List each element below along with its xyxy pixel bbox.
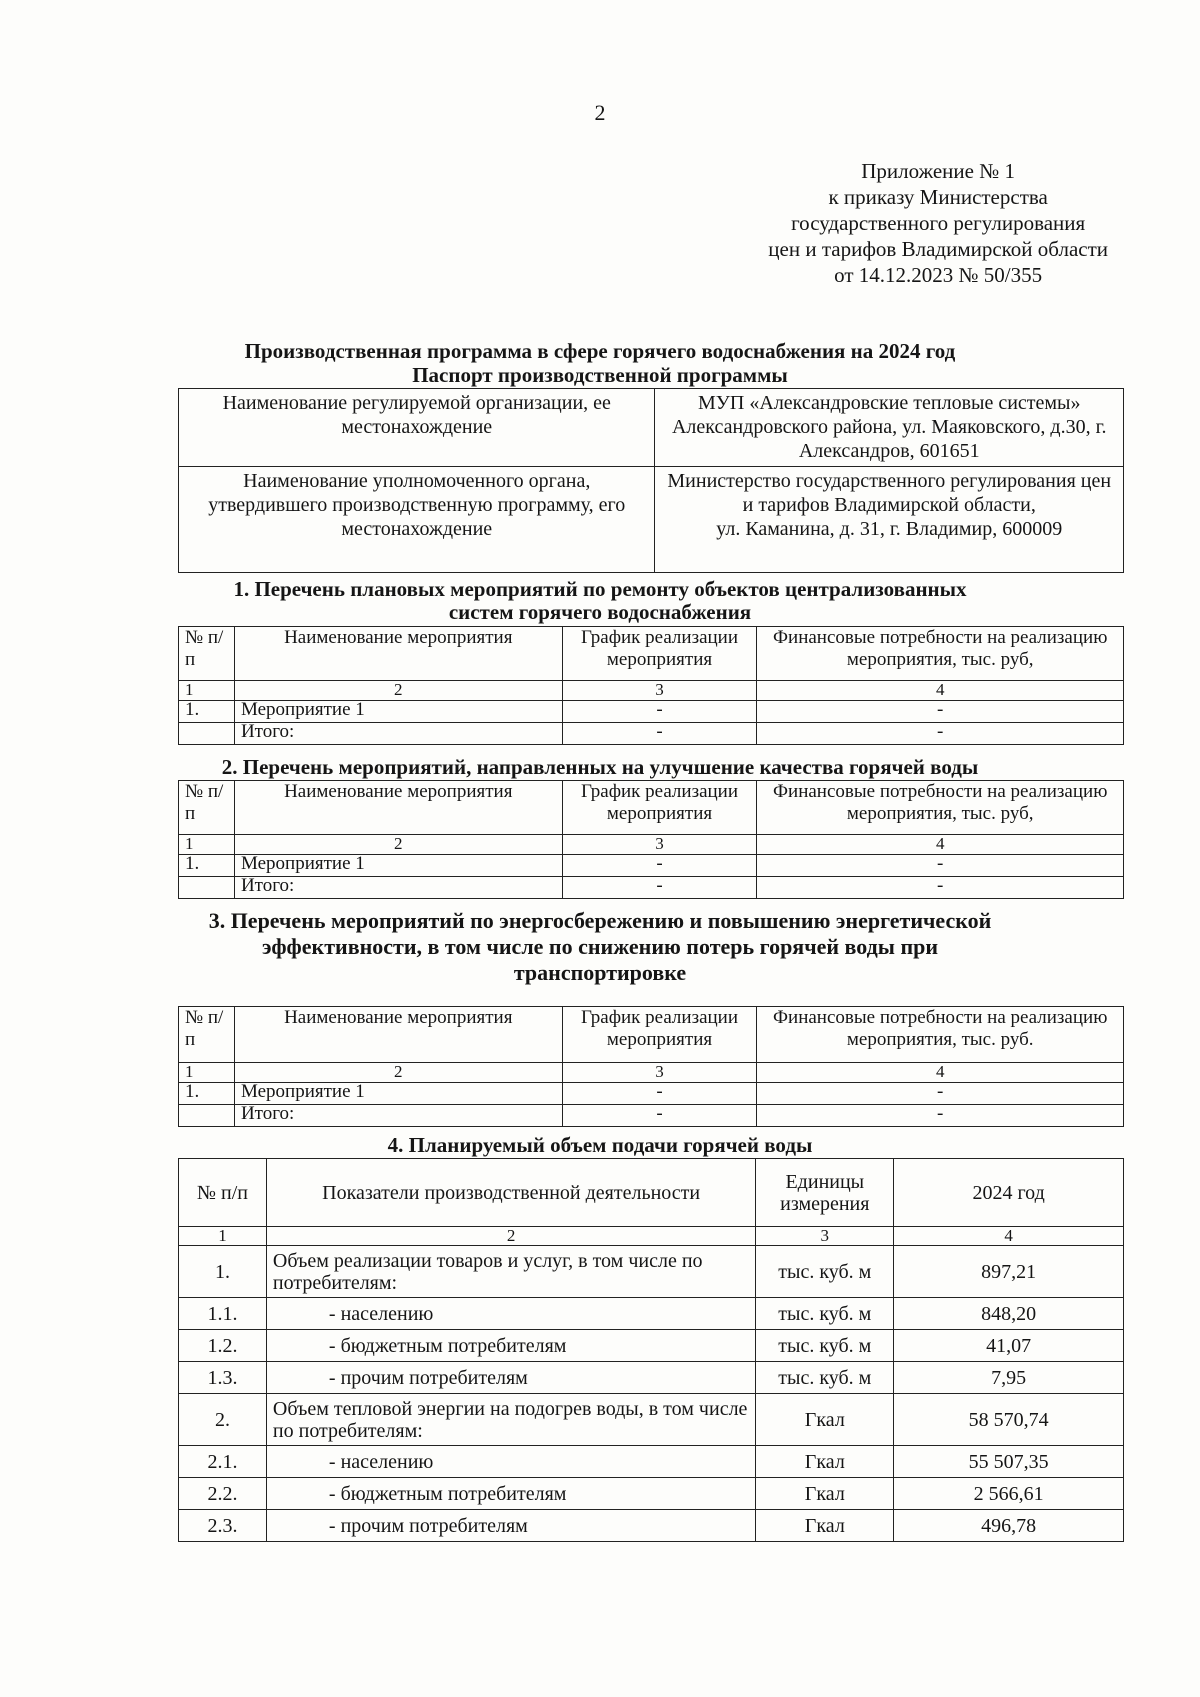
header-num: № п/п xyxy=(179,627,235,681)
row-num: 1.1. xyxy=(179,1298,267,1330)
passport-label: Наименование уполномоченного органа, утвердившего производственную программу, его местонахождение xyxy=(179,467,655,573)
table-row xyxy=(179,701,1124,723)
row-value: 848,20 xyxy=(894,1298,1124,1330)
header-finance: Финансовые потребности на реализацию мероприятия, тыс. руб, xyxy=(757,627,1124,681)
section4-title: 4. Планируемый объем подачи горячей воды xyxy=(387,1133,813,1157)
row-num xyxy=(179,1105,235,1127)
table-total-row xyxy=(179,723,1124,745)
row-value: 496,78 xyxy=(894,1510,1124,1542)
index-cell: 4 xyxy=(757,1063,1124,1083)
row-num: 1. xyxy=(179,701,235,723)
row-unit: Гкал xyxy=(756,1446,894,1478)
row-name: Мероприятие 1 xyxy=(234,701,562,723)
row-num: 2.2. xyxy=(179,1478,267,1510)
section1-title: 1. Перечень плановых мероприятий по ремонту объектов централизованных xyxy=(233,577,967,601)
row-indicator: - населению xyxy=(266,1446,755,1478)
header-finance: Финансовые потребности на реализацию мероприятия, тыс. руб, xyxy=(757,781,1124,835)
row-total: Итого: xyxy=(234,877,562,899)
appendix-line: к приказу Министерства xyxy=(828,185,1048,209)
row-finance: - xyxy=(757,1105,1124,1127)
table-row xyxy=(179,1330,1124,1362)
row-unit: тыс. куб. м xyxy=(756,1246,894,1298)
header-schedule: График реализации мероприятия xyxy=(562,1007,757,1063)
appendix-line: государственного регулирования xyxy=(791,211,1086,235)
section3-title: транспортировке xyxy=(513,960,687,985)
row-indicator: Объем реализации товаров и услуг, в том числе по потребителям: xyxy=(266,1246,755,1298)
row-finance: - xyxy=(757,1083,1124,1105)
index-cell: 1 xyxy=(179,1063,235,1083)
passport-row xyxy=(179,467,1124,573)
row-finance: - xyxy=(757,701,1124,723)
row-value: 2 566,61 xyxy=(894,1478,1124,1510)
row-unit: тыс. куб. м xyxy=(756,1330,894,1362)
passport-table xyxy=(178,388,1124,573)
passport-value-line: ул. Каманина, д. 31, г. Владимир, 600009 xyxy=(716,518,1063,540)
row-indicator: - бюджетным потребителям xyxy=(266,1330,755,1362)
row-schedule: - xyxy=(562,1105,757,1127)
row-unit: Гкал xyxy=(756,1394,894,1446)
index-cell: 4 xyxy=(757,681,1124,701)
table-row xyxy=(179,1246,1124,1298)
table-total-row xyxy=(179,1105,1124,1127)
row-total: Итого: xyxy=(234,723,562,745)
table-row xyxy=(179,1083,1124,1105)
table-row xyxy=(179,1446,1124,1478)
passport-title: Паспорт производственной программы xyxy=(412,363,788,387)
row-name: Мероприятие 1 xyxy=(234,1083,562,1105)
row-num: 2.3. xyxy=(179,1510,267,1542)
passport-label: Наименование регулируемой организации, ее местонахождение xyxy=(179,389,655,467)
row-schedule: - xyxy=(562,723,757,745)
table-row xyxy=(179,1298,1124,1330)
section3-table xyxy=(178,1006,1124,1127)
row-schedule: - xyxy=(562,701,757,723)
passport-value xyxy=(655,467,1124,573)
row-finance: - xyxy=(757,855,1124,877)
appendix-line: от 14.12.2023 № 50/355 xyxy=(834,263,1043,287)
row-num: 1. xyxy=(179,1083,235,1105)
row-value: 55 507,35 xyxy=(894,1446,1124,1478)
row-indicator: - бюджетным потребителям xyxy=(266,1478,755,1510)
table-index-row xyxy=(179,1063,1124,1083)
table-header-row xyxy=(179,1159,1124,1227)
table-header-row xyxy=(179,781,1124,835)
section2-table xyxy=(178,780,1124,899)
header-name: Наименование мероприятия xyxy=(234,1007,562,1063)
row-schedule: - xyxy=(562,1083,757,1105)
index-cell: 4 xyxy=(757,835,1124,855)
passport-value-line: Министерство государственного регулирования цен и тарифов Владимирской области, xyxy=(667,470,1112,516)
row-value: 58 570,74 xyxy=(894,1394,1124,1446)
index-cell: 1 xyxy=(179,835,235,855)
appendix-line: Приложение № 1 xyxy=(861,159,1016,183)
section3-title: эффективности, в том числе по снижению потерь горячей воды при xyxy=(261,934,939,959)
row-schedule: - xyxy=(562,855,757,877)
table-row xyxy=(179,1394,1124,1446)
header-name: Наименование мероприятия xyxy=(234,781,562,835)
header-schedule: График реализации мероприятия xyxy=(562,627,757,681)
row-indicator: Объем тепловой энергии на подогрев воды, в том числе по потребителям: xyxy=(266,1394,755,1446)
row-num: 2.1. xyxy=(179,1446,267,1478)
section1-table xyxy=(178,626,1124,745)
row-indicator: - прочим потребителям xyxy=(266,1510,755,1542)
table-index-row xyxy=(179,835,1124,855)
row-value: 41,07 xyxy=(894,1330,1124,1362)
passport-row xyxy=(179,389,1124,467)
document-title: Производственная программа в сфере горячего водоснабжения на 2024 год xyxy=(244,339,956,363)
index-cell: 2 xyxy=(234,1063,562,1083)
index-cell: 2 xyxy=(234,835,562,855)
header-year: 2024 год xyxy=(894,1159,1124,1227)
row-finance: - xyxy=(757,877,1124,899)
header-name: Наименование мероприятия xyxy=(234,627,562,681)
row-schedule: - xyxy=(562,877,757,899)
row-num xyxy=(179,877,235,899)
table-header-row xyxy=(179,1007,1124,1063)
index-cell: 3 xyxy=(756,1227,894,1246)
row-unit: Гкал xyxy=(756,1478,894,1510)
row-total: Итого: xyxy=(234,1105,562,1127)
row-unit: Гкал xyxy=(756,1510,894,1542)
table-index-row xyxy=(179,1227,1124,1246)
header-num: № п/п xyxy=(179,781,235,835)
table-row xyxy=(179,1362,1124,1394)
header-num: № п/п xyxy=(179,1007,235,1063)
index-cell: 1 xyxy=(179,1227,267,1246)
row-indicator: - прочим потребителям xyxy=(266,1362,755,1394)
index-cell: 4 xyxy=(894,1227,1124,1246)
row-num: 1.2. xyxy=(179,1330,267,1362)
section4-table xyxy=(178,1158,1124,1542)
header-unit: Единицы измерения xyxy=(756,1159,894,1227)
section1-title: систем горячего водоснабжения xyxy=(448,600,752,624)
row-num xyxy=(179,723,235,745)
row-indicator: - населению xyxy=(266,1298,755,1330)
section3-title: 3. Перечень мероприятий по энергосбережению и повышению энергетической xyxy=(208,908,992,933)
table-total-row xyxy=(179,877,1124,899)
table-row xyxy=(179,1478,1124,1510)
row-unit: тыс. куб. м xyxy=(756,1298,894,1330)
row-finance: - xyxy=(757,723,1124,745)
table-row xyxy=(179,855,1124,877)
row-num: 1.3. xyxy=(179,1362,267,1394)
index-cell: 2 xyxy=(234,681,562,701)
row-num: 1. xyxy=(179,1246,267,1298)
section2-title: 2. Перечень мероприятий, направленных на улучшение качества горячей воды xyxy=(221,755,979,779)
index-cell: 3 xyxy=(562,681,757,701)
index-cell: 3 xyxy=(562,1063,757,1083)
appendix-line: цен и тарифов Владимирской области xyxy=(768,237,1108,261)
row-num: 2. xyxy=(179,1394,267,1446)
table-row xyxy=(179,1510,1124,1542)
table-index-row xyxy=(179,681,1124,701)
table-header-row xyxy=(179,627,1124,681)
index-cell: 1 xyxy=(179,681,235,701)
header-indicator: Показатели производственной деятельности xyxy=(266,1159,755,1227)
row-value: 897,21 xyxy=(894,1246,1124,1298)
row-value: 7,95 xyxy=(894,1362,1124,1394)
header-finance: Финансовые потребности на реализацию мероприятия, тыс. руб. xyxy=(757,1007,1124,1063)
passport-value: МУП «Александровские тепловые системы» Александровского района, ул. Маяковского, д.30, г. Александров, 601651 xyxy=(655,389,1124,467)
row-unit: тыс. куб. м xyxy=(756,1362,894,1394)
appendix-block xyxy=(768,158,1108,288)
row-num: 1. xyxy=(179,855,235,877)
row-name: Мероприятие 1 xyxy=(234,855,562,877)
header-num: № п/п xyxy=(179,1159,267,1227)
index-cell: 2 xyxy=(266,1227,755,1246)
page-number: 2 xyxy=(594,100,606,125)
header-schedule: График реализации мероприятия xyxy=(562,781,757,835)
index-cell: 3 xyxy=(562,835,757,855)
